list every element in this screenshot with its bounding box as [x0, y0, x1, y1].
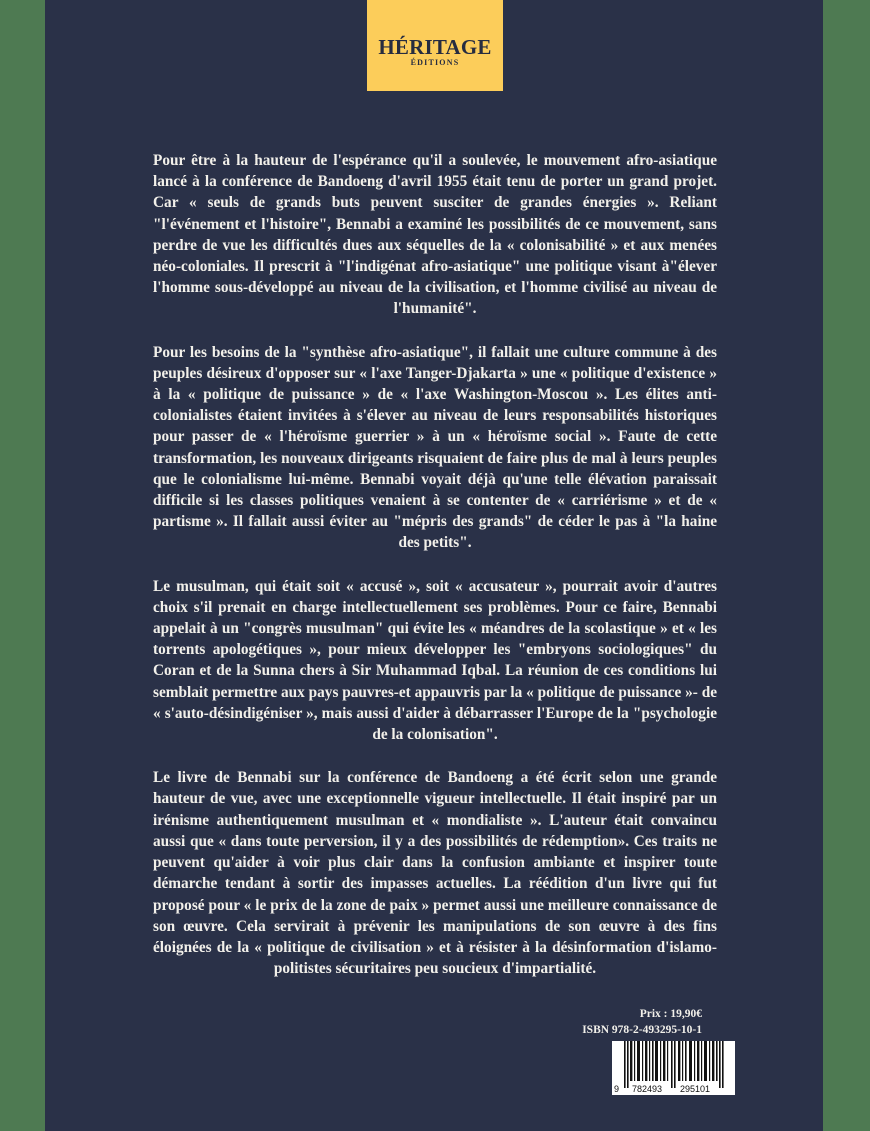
isbn-barcode — [612, 1041, 735, 1095]
barcode-digits-left: 782493 — [632, 1084, 663, 1094]
blurb-paragraph-2: Pour les besoins de la "synthèse afro-asiatique", il fallait une culture commune à des peuples désireux d'opposer sur « l'axe Tanger-Djakarta » une « politique d'existence » à la « politique de puissance » de « l'axe Washington-Moscou ». Les élites anti-colonialistes étaient invitées à s'élever au niveau de leurs responsabilités historiques pour passer de « l'héroïsme guerrier » à un « héroïsme social ». Faute de cette transformation, les nouveaux dirigeants risquaient de faire plus de mal à leurs peuples que le colonialisme lui-même. Bennabi voyait déjà qu'une telle élévation paraissait difficile si les classes politiques venaient à se contenter de « carriérisme » et de « partisme ». Il fallait aussi éviter au "mépris des grands" de céder le pas à "la haine des petits". — [153, 343, 717, 552]
publisher-logo — [367, 0, 503, 91]
price-label: Prix : 19,90€ — [639, 1008, 702, 1020]
price-isbn-block — [582, 1006, 702, 1038]
barcode-digit-first: 9 — [614, 1084, 620, 1094]
blurb-paragraph-4: Le livre de Bennabi sur la conférence de Bandoeng a été écrit selon une grande hauteur de vue, avec une exceptionnelle vigueur intellectuelle. Il était inspiré par un irénisme authentiquement musulman et « mondialiste ». L'auteur était convaincu aussi que « dans toute perversion, il y a des possibilités de rédemption». Ces traits ne peuvent qu'aider à voir plus clair dans la confusion ambiante et inspirer toute démarche tendant à sortir des impasses actuelles. La réédition d'un livre qui fut proposé pour « le prix de la zone de paix » permet aussi une meilleure connaissance de son œuvre. Cela servirait à prévenir les manipulations de son œuvre à des fins éloignées de la « politique de civilisation » et à résister à la désinformation d'islamo-politistes sécuritaires peu soucieux d'impartialité. — [153, 769, 717, 978]
blurb-text — [153, 150, 717, 979]
barcode-icon — [612, 1041, 735, 1095]
barcode-digits-right: 295101 — [680, 1084, 711, 1094]
isbn-label: ISBN 978-2-493295-10-1 — [582, 1024, 702, 1036]
back-cover — [45, 0, 823, 1131]
blurb-paragraph-3: Le musulman, qui était soit « accusé », soit « accusateur », pourrait avoir d'autres choix s'il prenait en charge intellectuellement ses problèmes. Pour ce faire, Bennabi appelait à un "congrès musulman" qui évite les « méandres de la scolastique » et « les torrents apologétiques », pour mieux développer les "embryons sociologiques" du Coran et de la Sunna chers à Sir Muhammad Iqbal. La réunion de ces conditions lui semblait permettre aux pays pauvres-et appauvris par la « politique de puissance »- de « s'auto-désindigéniser », mais aussi d'aider à débarrasser l'Europe de la "psychologie de la colonisation". — [153, 577, 717, 744]
publisher-name: HÉRITAGE — [378, 35, 492, 59]
blurb-paragraph-1: Pour être à la hauteur de l'espérance qu'il a soulevée, le mouvement afro-asiatique lancé à la conférence de Bandoeng d'avril 1955 était tenu de porter un grand projet. Car « seuls de grands buts peuvent susciter de grandes énergies ». Reliant "l'événement et l'histoire", Bennabi a examiné les possibilités de ce mouvement, sans perdre de vue les difficultés dues aux séquelles de la « colonisabilité » et aux menées néo-coloniales. Il prescrit à "l'indigénat afro-asiatique" une politique visant à"élever l'homme sous-développé au niveau de la civilisation, et l'homme civilisé au niveau de l'humanité". — [153, 152, 717, 318]
publisher-subtitle: ÉDITIONS — [410, 58, 460, 67]
